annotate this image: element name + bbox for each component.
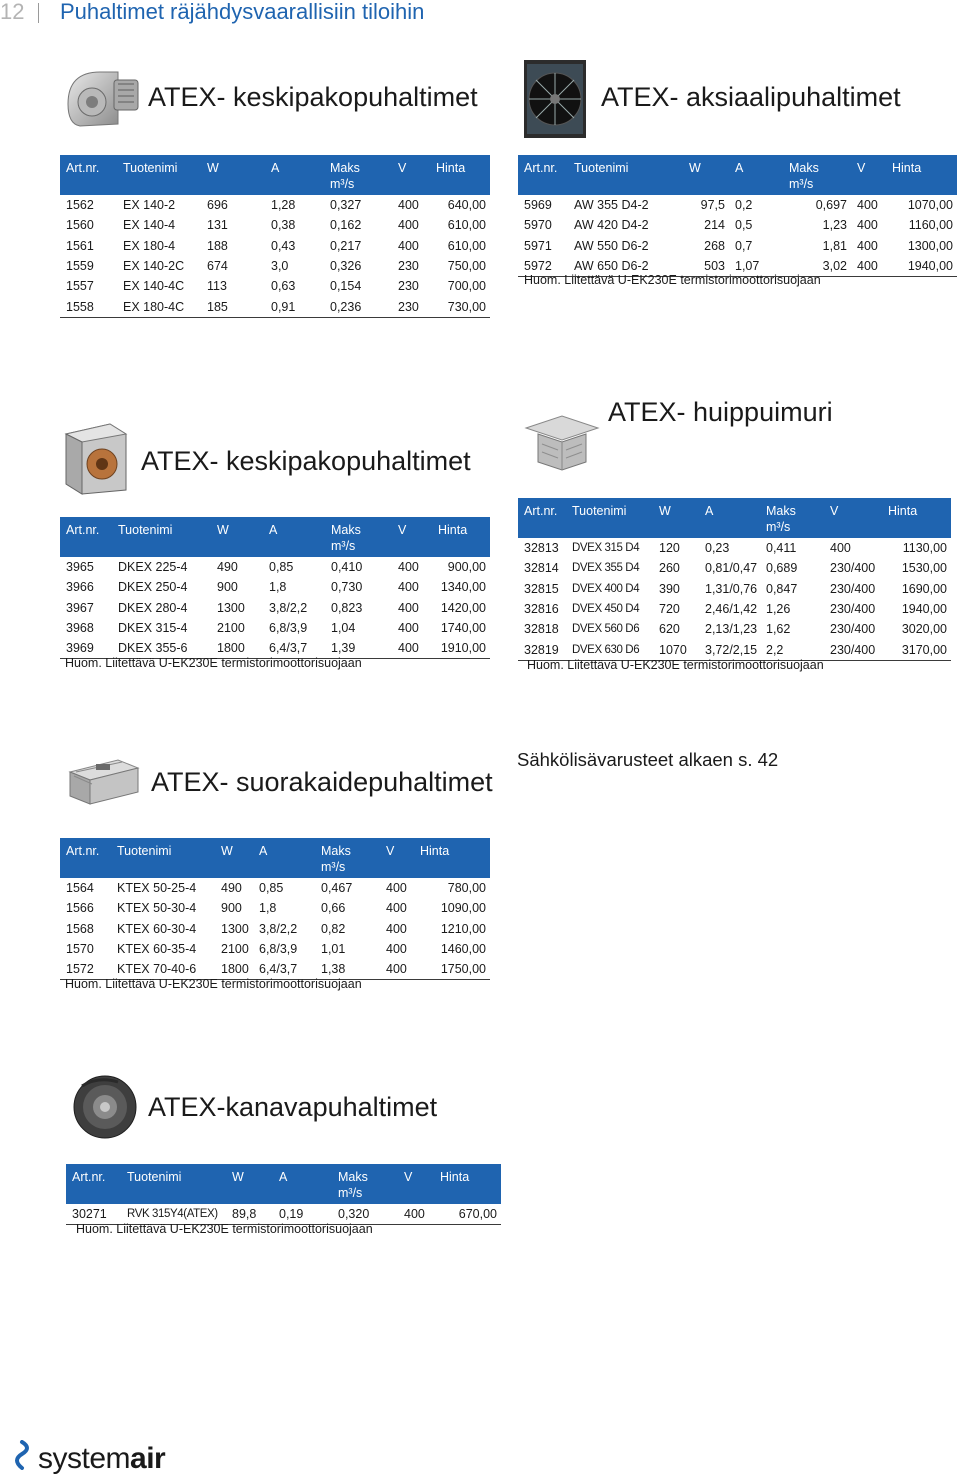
airflow-cell: 1,04 <box>331 621 356 636</box>
product-name-cell: AW 650 D6-2 <box>568 256 683 277</box>
centrifugal-fan-image <box>62 64 142 134</box>
voltage-cell: 230 <box>392 296 430 317</box>
header-max-airflow: Maks m³/s <box>324 155 392 195</box>
header-product-name: Tuotenimi <box>568 155 683 195</box>
airflow-cell: 2,2 <box>760 639 824 660</box>
axial-fan-image <box>522 58 588 140</box>
table-note: Huom. Liitettävä U-EK230E termistorimoottorisuojaan <box>76 1222 373 1236</box>
table-row <box>60 256 490 276</box>
power-cell: 1300 <box>221 921 249 936</box>
voltage-cell: 400 <box>392 638 432 659</box>
price-cell: 1910,00 <box>432 638 490 659</box>
voltage-cell: 400 <box>386 921 407 936</box>
power-cell: 390 <box>659 581 680 596</box>
voltage-cell: 400 <box>398 1204 434 1225</box>
table-row <box>60 618 490 638</box>
header-product-name: Tuotenimi <box>566 498 653 538</box>
price-cell: 1530,00 <box>901 561 947 576</box>
voltage-cell: 400 <box>386 901 407 916</box>
airflow-cell: 1,23 <box>822 218 847 233</box>
price-cell: 3020,00 <box>901 622 947 637</box>
current-cell: 0,2 <box>735 198 753 213</box>
header-art-nr: Art.nr. <box>66 1164 121 1204</box>
price-cell: 3170,00 <box>882 639 951 660</box>
art-nr-cell: 32813 <box>524 541 559 556</box>
current-cell: 1,8 <box>269 580 287 595</box>
header-product-name: Tuotenimi <box>112 517 211 557</box>
art-nr-cell: 1562 <box>66 198 94 213</box>
header-power: W <box>215 838 253 878</box>
voltage-cell: 400 <box>830 541 851 556</box>
product-name-cell: DVEX 560 D6 <box>572 623 640 636</box>
table-row <box>518 558 951 578</box>
header-price: Hinta <box>882 498 951 538</box>
price-cell: 1160,00 <box>908 218 953 233</box>
table-row <box>60 276 490 296</box>
voltage-cell: 230/400 <box>824 639 882 660</box>
header-current: A <box>265 155 324 195</box>
box-centrifugal-fans-table <box>60 517 490 659</box>
voltage-cell: 400 <box>857 198 878 213</box>
current-cell: 0,19 <box>273 1204 332 1225</box>
power-cell: 260 <box>659 561 680 576</box>
roof-fan-image <box>522 410 600 474</box>
header-product-name: Tuotenimi <box>117 155 201 195</box>
power-cell: 1800 <box>215 959 253 980</box>
voltage-cell: 400 <box>380 959 414 980</box>
voltage-cell: 400 <box>398 238 419 253</box>
art-nr-cell: 32814 <box>524 561 559 576</box>
table-row <box>60 195 490 215</box>
power-cell: 620 <box>659 622 680 637</box>
section-heading-rectangular: ATEX- suorakaidepuhaltimet <box>151 767 493 797</box>
product-name-cell: DVEX 400 D4 <box>572 582 640 595</box>
voltage-cell: 230/400 <box>830 581 876 596</box>
duct-fan-image <box>70 1072 140 1142</box>
table-row <box>60 215 490 235</box>
product-name-cell: EX 180-4C <box>117 296 201 317</box>
table-row <box>518 579 951 599</box>
voltage-cell: 400 <box>386 881 407 896</box>
price-cell: 750,00 <box>447 259 486 274</box>
voltage-cell: 230/400 <box>830 602 876 617</box>
power-cell: 2100 <box>221 942 249 957</box>
header-power: W <box>226 1164 273 1204</box>
airflow-cell: 0,823 <box>331 600 363 615</box>
header-max-airflow: Maks m³/s <box>325 517 392 557</box>
art-nr-cell: 1558 <box>60 296 117 317</box>
art-nr-cell: 3969 <box>60 638 112 659</box>
art-nr-cell: 5970 <box>524 218 552 233</box>
product-name-cell: KTEX 60-30-4 <box>117 921 197 936</box>
power-cell: 188 <box>207 238 228 253</box>
current-cell: 0,81/0,47 <box>705 561 758 576</box>
price-cell: 1690,00 <box>901 581 947 596</box>
roof-fans-table <box>518 498 951 661</box>
header-current: A <box>699 498 760 538</box>
header-product-name: Tuotenimi <box>121 1164 226 1204</box>
art-nr-cell: 3965 <box>66 560 94 575</box>
price-cell: 610,00 <box>447 218 486 233</box>
art-nr-cell: 1560 <box>66 218 94 233</box>
current-cell: 6,4/3,7 <box>253 959 315 980</box>
art-nr-cell: 1557 <box>66 279 94 294</box>
airflow-cell: 0,467 <box>321 881 353 896</box>
power-cell: 490 <box>221 881 242 896</box>
voltage-cell: 400 <box>398 560 419 575</box>
current-cell: 0,7 <box>735 238 753 253</box>
price-cell: 1460,00 <box>440 942 486 957</box>
airflow-cell: 0,154 <box>330 279 362 294</box>
voltage-cell: 400 <box>857 218 878 233</box>
product-name-cell: EX 140-4C <box>123 279 185 294</box>
header-voltage: V <box>398 1164 434 1204</box>
airflow-cell: 3,02 <box>783 256 851 277</box>
header-power: W <box>653 498 699 538</box>
power-cell: 2100 <box>217 621 245 636</box>
art-nr-cell: 1559 <box>66 259 94 274</box>
box-centrifugal-fan-image <box>62 420 130 496</box>
product-name-cell: EX 140-2 <box>123 198 176 213</box>
section-heading-axial: ATEX- aksiaalipuhaltimet <box>601 82 901 112</box>
power-cell: 490 <box>217 560 238 575</box>
art-nr-cell: 1566 <box>66 901 94 916</box>
airflow-cell: 1,62 <box>766 622 791 637</box>
airflow-cell: 0,411 <box>766 541 797 556</box>
art-nr-cell: 30271 <box>66 1204 121 1225</box>
page-title: Puhaltimet räjähdysvaarallisiin tiloihin <box>60 0 425 24</box>
current-cell: 0,38 <box>271 218 296 233</box>
header-price: Hinta <box>886 155 957 195</box>
header-current: A <box>263 517 325 557</box>
product-name-cell: KTEX 50-25-4 <box>117 881 197 896</box>
airflow-cell: 0,66 <box>321 901 346 916</box>
art-nr-cell: 5969 <box>524 198 552 213</box>
airflow-cell: 0,326 <box>330 259 362 274</box>
voltage-cell: 230/400 <box>830 561 876 576</box>
power-cell: 674 <box>207 259 228 274</box>
header-current: A <box>273 1164 332 1204</box>
header-max-airflow: Maks m³/s <box>332 1164 398 1204</box>
power-cell: 214 <box>704 218 725 233</box>
product-name-cell: DKEX 315-4 <box>118 621 188 636</box>
header-price: Hinta <box>430 155 490 195</box>
header-power: W <box>211 517 263 557</box>
current-cell: 3,72/2,15 <box>699 639 760 660</box>
voltage-cell: 400 <box>398 218 419 233</box>
airflow-cell: 1,81 <box>822 238 847 253</box>
table-header-row <box>518 498 951 538</box>
product-name-cell: DVEX 450 D4 <box>572 603 640 616</box>
current-cell: 3,8/2,2 <box>259 921 298 936</box>
voltage-cell: 230 <box>398 279 419 294</box>
current-cell: 3,0 <box>271 259 289 274</box>
voltage-cell: 400 <box>398 621 419 636</box>
table-row <box>60 296 490 317</box>
header-current: A <box>729 155 783 195</box>
product-name-cell: DKEX 250-4 <box>118 580 188 595</box>
current-cell: 0,5 <box>735 218 753 233</box>
product-name-cell: DVEX 355 D4 <box>572 562 640 575</box>
price-cell: 730,00 <box>430 296 490 317</box>
table-row <box>60 898 490 918</box>
header-voltage: V <box>392 155 430 195</box>
table-header-row <box>66 1164 501 1204</box>
art-nr-cell: 5971 <box>524 238 552 253</box>
header-voltage: V <box>824 498 882 538</box>
art-nr-cell: 32818 <box>524 622 559 637</box>
header-power: W <box>201 155 265 195</box>
power-cell: 113 <box>207 279 227 294</box>
product-name-cell: AW 420 D4-2 <box>574 218 649 233</box>
table-row <box>60 236 490 256</box>
axial-fans-table <box>518 155 957 277</box>
airflow-cell: 0,320 <box>332 1204 398 1225</box>
current-cell: 6,8/3,9 <box>259 942 298 957</box>
current-cell: 3,8/2,2 <box>269 600 308 615</box>
current-cell: 1,8 <box>259 901 277 916</box>
header-power: W <box>683 155 729 195</box>
power-cell: 89,8 <box>226 1204 273 1225</box>
section-heading-centrifugal: ATEX- keskipakopuhaltimet <box>148 82 478 112</box>
table-header-row <box>60 155 490 195</box>
header-price: Hinta <box>434 1164 501 1204</box>
power-cell: 900 <box>217 580 238 595</box>
price-cell: 670,00 <box>434 1204 501 1225</box>
table-row <box>518 538 951 558</box>
product-name-cell: KTEX 70-40-6 <box>111 959 215 980</box>
header-max-airflow: Maks m³/s <box>315 838 380 878</box>
power-cell: 1070 <box>653 639 699 660</box>
art-nr-cell: 5972 <box>518 256 568 277</box>
airflow-cell: 0,217 <box>330 238 362 253</box>
header-divider <box>38 3 39 23</box>
price-cell: 640,00 <box>447 198 486 213</box>
current-cell: 0,85 <box>259 881 284 896</box>
product-name-cell: DKEX 225-4 <box>118 560 188 575</box>
power-cell: 696 <box>207 198 228 213</box>
price-cell: 610,00 <box>447 238 486 253</box>
product-name-cell: AW 355 D4-2 <box>574 198 649 213</box>
art-nr-cell: 3967 <box>66 600 94 615</box>
airflow-cell: 0,162 <box>330 218 362 233</box>
airflow-cell: 0,730 <box>331 580 363 595</box>
product-name-cell: EX 140-2C <box>123 259 185 274</box>
header-max-airflow: Maks m³/s <box>760 498 824 538</box>
current-cell: 6,4/3,7 <box>263 638 325 659</box>
price-cell: 1420,00 <box>440 600 486 615</box>
current-cell: 2,46/1,42 <box>705 602 758 617</box>
header-art-nr: Art.nr. <box>518 155 568 195</box>
table-row <box>60 557 490 577</box>
art-nr-cell: 1568 <box>66 921 94 936</box>
price-cell: 1210,00 <box>440 921 486 936</box>
voltage-cell: 400 <box>398 198 419 213</box>
current-cell: 0,91 <box>265 296 324 317</box>
power-cell: 1300 <box>217 600 245 615</box>
airflow-cell: 1,01 <box>321 942 346 957</box>
product-name-cell: KTEX 60-35-4 <box>117 942 197 957</box>
power-cell: 720 <box>659 602 680 617</box>
price-cell: 1940,00 <box>901 602 947 617</box>
airflow-cell: 1,26 <box>766 602 791 617</box>
airflow-cell: 0,697 <box>815 198 847 213</box>
art-nr-cell: 32819 <box>518 639 566 660</box>
header-voltage: V <box>392 517 432 557</box>
table-row <box>60 598 490 618</box>
airflow-cell: 1,38 <box>315 959 380 980</box>
price-cell: 1750,00 <box>414 959 490 980</box>
power-cell: 503 <box>683 256 729 277</box>
table-header-row <box>60 517 490 557</box>
duct-fans-table <box>66 1164 501 1225</box>
art-nr-cell: 32816 <box>524 602 559 617</box>
airflow-cell: 0,82 <box>321 921 346 936</box>
header-art-nr: Art.nr. <box>60 517 112 557</box>
price-cell: 1130,00 <box>902 541 947 556</box>
voltage-cell: 400 <box>857 238 878 253</box>
header-voltage: V <box>851 155 886 195</box>
centrifugal-fans-table <box>60 155 490 318</box>
current-cell: 1,28 <box>271 198 296 213</box>
airflow-cell: 0,410 <box>331 560 363 575</box>
rectangular-fans-table <box>60 838 490 980</box>
header-voltage: V <box>380 838 414 878</box>
page-number: 12 <box>0 0 25 24</box>
header-art-nr: Art.nr. <box>60 838 111 878</box>
table-row <box>518 599 951 619</box>
table-row <box>518 195 957 215</box>
airflow-cell: 0,847 <box>766 581 798 596</box>
art-nr-cell: 1570 <box>66 942 94 957</box>
power-cell: 1800 <box>211 638 263 659</box>
table-row <box>518 619 951 639</box>
current-cell: 0,23 <box>705 541 730 556</box>
power-cell: 97,5 <box>700 198 725 213</box>
table-header-row <box>518 155 957 195</box>
current-cell: 0,43 <box>271 238 296 253</box>
current-cell: 0,63 <box>271 279 296 294</box>
table-row <box>518 215 957 235</box>
art-nr-cell: 1572 <box>60 959 111 980</box>
price-cell: 1340,00 <box>440 580 486 595</box>
product-name-cell: EX 180-4 <box>123 238 176 253</box>
current-cell: 2,13/1,23 <box>705 622 758 637</box>
rectangular-duct-fan-image <box>66 752 142 808</box>
power-cell: 900 <box>221 901 242 916</box>
airflow-cell: 0,236 <box>324 296 392 317</box>
table-row <box>60 939 490 959</box>
product-name-cell: DVEX 315 D4 <box>572 542 640 555</box>
art-nr-cell: 1564 <box>66 881 94 896</box>
table-note: Huom. Liitettävä U-EK230E termistorimoottorisuojaan <box>527 658 824 672</box>
price-cell: 1090,00 <box>440 901 486 916</box>
art-nr-cell: 1561 <box>66 238 94 253</box>
price-cell: 1070,00 <box>907 198 953 213</box>
power-cell: 185 <box>201 296 265 317</box>
voltage-cell: 400 <box>386 942 407 957</box>
header-product-name: Tuotenimi <box>111 838 215 878</box>
voltage-cell: 230/400 <box>830 622 876 637</box>
price-cell: 700,00 <box>447 279 486 294</box>
power-cell: 120 <box>659 541 680 556</box>
product-name-cell: EX 140-4 <box>123 218 176 233</box>
table-row <box>60 919 490 939</box>
header-art-nr: Art.nr. <box>518 498 566 538</box>
header-price: Hinta <box>414 838 490 878</box>
price-cell: 780,00 <box>447 881 486 896</box>
airflow-cell: 1,39 <box>325 638 392 659</box>
accessories-note: Sähkölisävarusteet alkaen s. 42 <box>517 749 779 770</box>
airflow-cell: 0,689 <box>766 561 798 576</box>
section-heading-duct: ATEX-kanavapuhaltimet <box>148 1092 438 1122</box>
price-cell: 1300,00 <box>907 238 953 253</box>
product-name-cell: DKEX 280-4 <box>118 600 188 615</box>
voltage-cell: 230 <box>398 259 419 274</box>
current-cell: 6,8/3,9 <box>269 621 308 636</box>
voltage-cell: 400 <box>398 580 419 595</box>
voltage-cell: 400 <box>398 600 419 615</box>
table-note: Huom. Liitettävä U-EK230E termistorimoottorisuojaan <box>65 977 362 991</box>
brand-logo: systemair <box>38 1442 166 1475</box>
product-name-cell: DVEX 630 D6 <box>566 639 653 660</box>
voltage-cell: 400 <box>851 256 886 277</box>
airflow-cell: 0,327 <box>330 198 362 213</box>
current-cell: 1,07 <box>729 256 783 277</box>
table-note: Huom. Liitettävä U-EK230E termistorimoottorisuojaan <box>524 273 821 287</box>
price-cell: 900,00 <box>447 560 486 575</box>
table-row <box>60 878 490 898</box>
price-cell: 1940,00 <box>886 256 957 277</box>
product-name-cell: DKEX 355-6 <box>112 638 211 659</box>
art-nr-cell: 3968 <box>66 621 94 636</box>
header-max-airflow: Maks m³/s <box>783 155 851 195</box>
art-nr-cell: 3966 <box>66 580 94 595</box>
table-row <box>518 236 957 256</box>
product-name-cell: RVK 315Y4(ATEX) <box>121 1204 226 1225</box>
table-row <box>60 577 490 597</box>
table-note: Huom. Liitettävä U-EK230E termistorimoottorisuojaan <box>65 656 362 670</box>
power-cell: 131 <box>207 218 228 233</box>
header-art-nr: Art.nr. <box>60 155 117 195</box>
current-cell: 0,85 <box>269 560 294 575</box>
product-name-cell: AW 550 D6-2 <box>574 238 649 253</box>
price-cell: 1740,00 <box>440 621 486 636</box>
header-price: Hinta <box>432 517 490 557</box>
section-heading-centrifugal-box: ATEX- keskipakopuhaltimet <box>141 446 471 476</box>
header-current: A <box>253 838 315 878</box>
systemair-logo-icon <box>8 1440 36 1470</box>
power-cell: 268 <box>704 238 725 253</box>
current-cell: 1,31/0,76 <box>705 581 758 596</box>
section-heading-roof-fan: ATEX- huippuimuri <box>608 397 833 427</box>
product-name-cell: KTEX 50-30-4 <box>117 901 197 916</box>
table-header-row <box>60 838 490 878</box>
art-nr-cell: 32815 <box>524 581 559 596</box>
